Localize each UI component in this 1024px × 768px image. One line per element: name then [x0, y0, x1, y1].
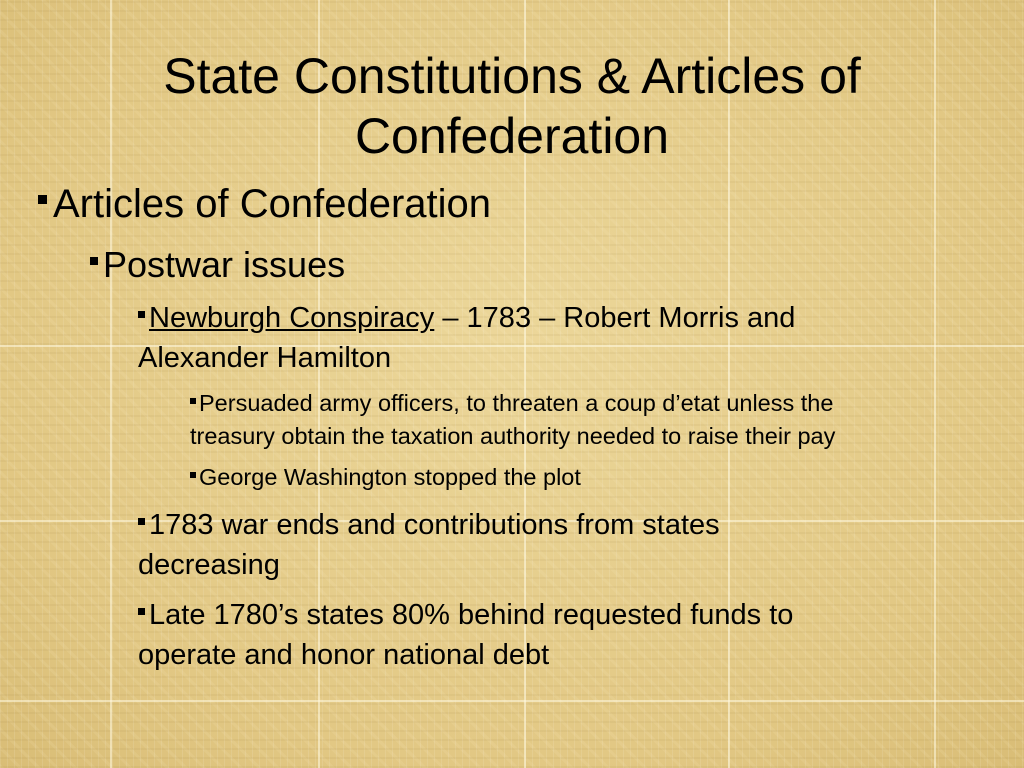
bullet-text: 1783 war ends and contributions from states	[149, 509, 720, 541]
bullet-text: Postwar issues	[103, 244, 346, 285]
bullet-articles	[38, 180, 491, 228]
slide-title-line2: Confederation	[354, 108, 670, 164]
bullet-war-ends	[138, 505, 938, 585]
bullet-newburgh	[138, 298, 938, 378]
square-bullet-icon	[190, 472, 196, 478]
newburgh-conspiracy-link[interactable]: Newburgh Conspiracy	[149, 302, 435, 334]
square-bullet-icon	[90, 257, 98, 265]
bullet-text-line2: operate and honor national debt	[138, 639, 550, 671]
bullet-text: Persuaded army officers, to threaten a coup d’etat unless the	[199, 390, 834, 416]
square-bullet-icon	[138, 311, 145, 318]
square-bullet-icon	[138, 518, 145, 525]
bullet-text: – 1783 – Robert Morris and	[434, 302, 796, 334]
square-bullet-icon	[138, 608, 145, 615]
bullet-late-1780s	[138, 595, 938, 675]
bullet-washington	[190, 461, 990, 494]
slide-title-line1: State Constitutions & Articles of	[163, 48, 861, 104]
bullet-text-line2: Alexander Hamilton	[138, 342, 392, 374]
bullet-text-line2: treasury obtain the taxation authority needed to raise their pay	[190, 423, 836, 449]
square-bullet-icon	[38, 195, 47, 204]
bullet-text-line2: decreasing	[138, 549, 280, 581]
bullet-text: Articles of Confederation	[53, 182, 492, 226]
slide-title	[0, 46, 1024, 166]
square-bullet-icon	[190, 398, 196, 404]
bullet-persuaded	[190, 387, 990, 453]
bullet-text: George Washington stopped the plot	[199, 464, 581, 490]
bullet-postwar	[90, 243, 345, 287]
background-gridline	[0, 700, 1024, 702]
bullet-text: Late 1780’s states 80% behind requested funds to	[149, 599, 794, 631]
